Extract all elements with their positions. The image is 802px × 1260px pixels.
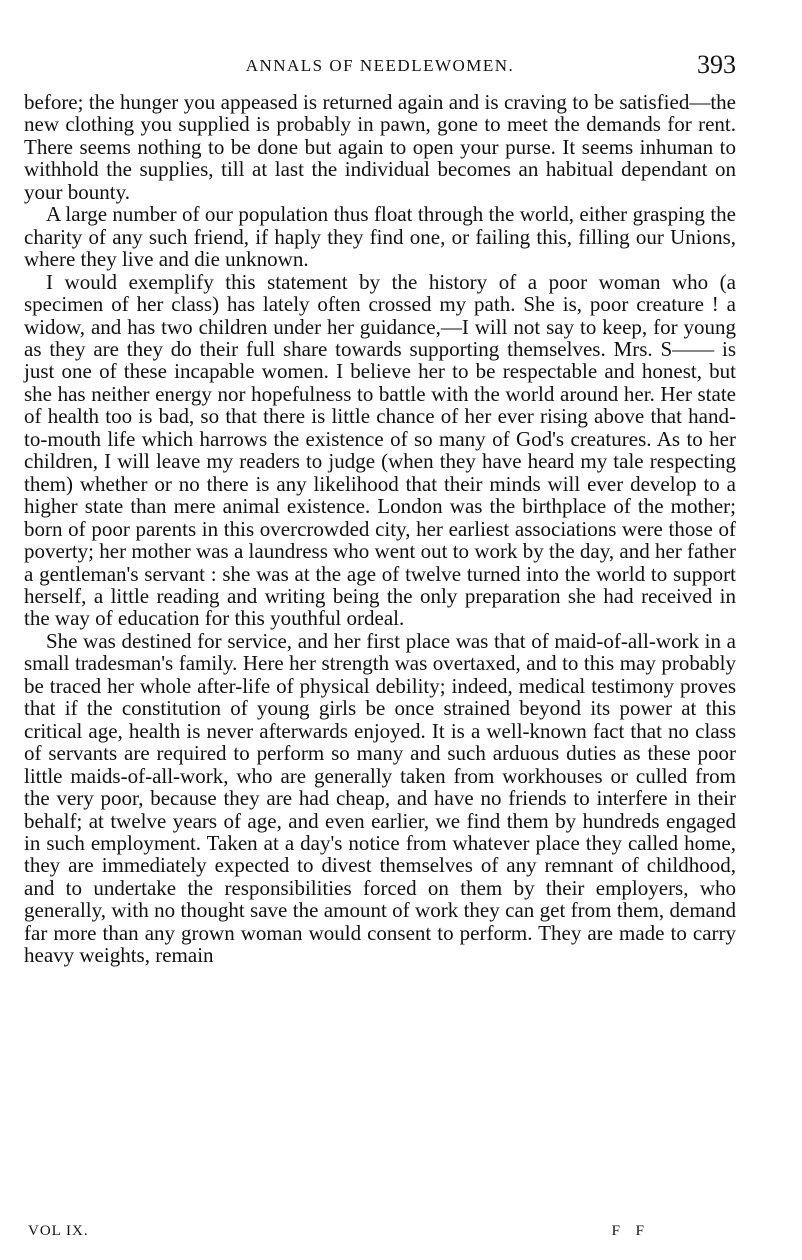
volume-label: VOL IX. (28, 1223, 89, 1239)
running-title: ANNALS OF NEEDLEWOMEN. (245, 56, 515, 75)
signature-mark: F F (611, 1223, 650, 1239)
page-number: 393 (697, 50, 736, 79)
body-text (24, 91, 736, 967)
paragraph-service: She was destined for service, and her first place was that of maid-of-all-work in a small tradesman's family. Here her strength was overtaxed, and to this may probably be traced her whole after-life of physical debility; indeed, medical testimony proves that if the constitution of young girls be once strained beyond its power at this critical age, health is never afterwards enjoyed. It is a well-known fact that no class of servants are required to perform so many and such arduous duties as these poor little maids-of-all-work, who are generally taken from workhouses or culled from the very poor, because they are had cheap, and have no friends to interfere in their behalf; at twelve years of age, and even earlier, we find them by hundreds engaged in such employment. Taken at a day's notice from whatever place they called home, they are immediately expected to divest themselves of any remnant of childhood, and to undertake the responsibilities forced on them by their employers, who generally, with no thought save the amount of work they can get from them, demand far more than any grown woman would consent to perform. They are made to carry heavy weights, remain (24, 628, 736, 968)
page-footer (24, 1223, 736, 1243)
paragraph-continuation: before; the hunger you appeased is returned again and is craving to be satisfied—the new clothing you supplied is probably in pawn, gone to meet the demands for rent. There seems nothing to be done but again to open your purse. It seems inhuman to withhold the supplies, till at last the individual becomes an habitual dependant on your bounty. (24, 90, 736, 204)
paragraph-mrs-s: I would exemplify this statement by the history of a poor woman who (a specimen of her class) has lately often crossed my path. She is, poor creature ! a widow, and has two children under her guidance,—I will not say to keep, for young as they are they do their full share towards supporting themselves. Mrs. S—— is just one of these incapable women. I believe her to be respectable and honest, but she has neither energy nor hopefulness to battle with the world around her. Her state of health too is bad, so that there is little chance of her ever rising above that hand-to-mouth life which harrows the existence of so many of God's creatures. As to her children, I will leave my readers to judge (when they have heard my tale respecting them) whether or no there is any likelihood that their minds will ever develop to a higher state than mere animal existence. London was the birthplace of the mother; born of poor parents in this overcrowded city, her earliest associations were those of poverty; her mother was a laundress who went out to work by the day, and her father a gentleman's servant : she was at the age of twelve turned into the world to support herself, a little reading and writing being the only preparation she had received in the way of education for this youthful ordeal. (24, 269, 736, 631)
page-header (24, 52, 736, 82)
paragraph-population: A large number of our population thus float through the world, either grasping the charity of any such friend, if haply they find one, or failing this, filling our Unions, where they live and die unknown. (24, 202, 736, 272)
